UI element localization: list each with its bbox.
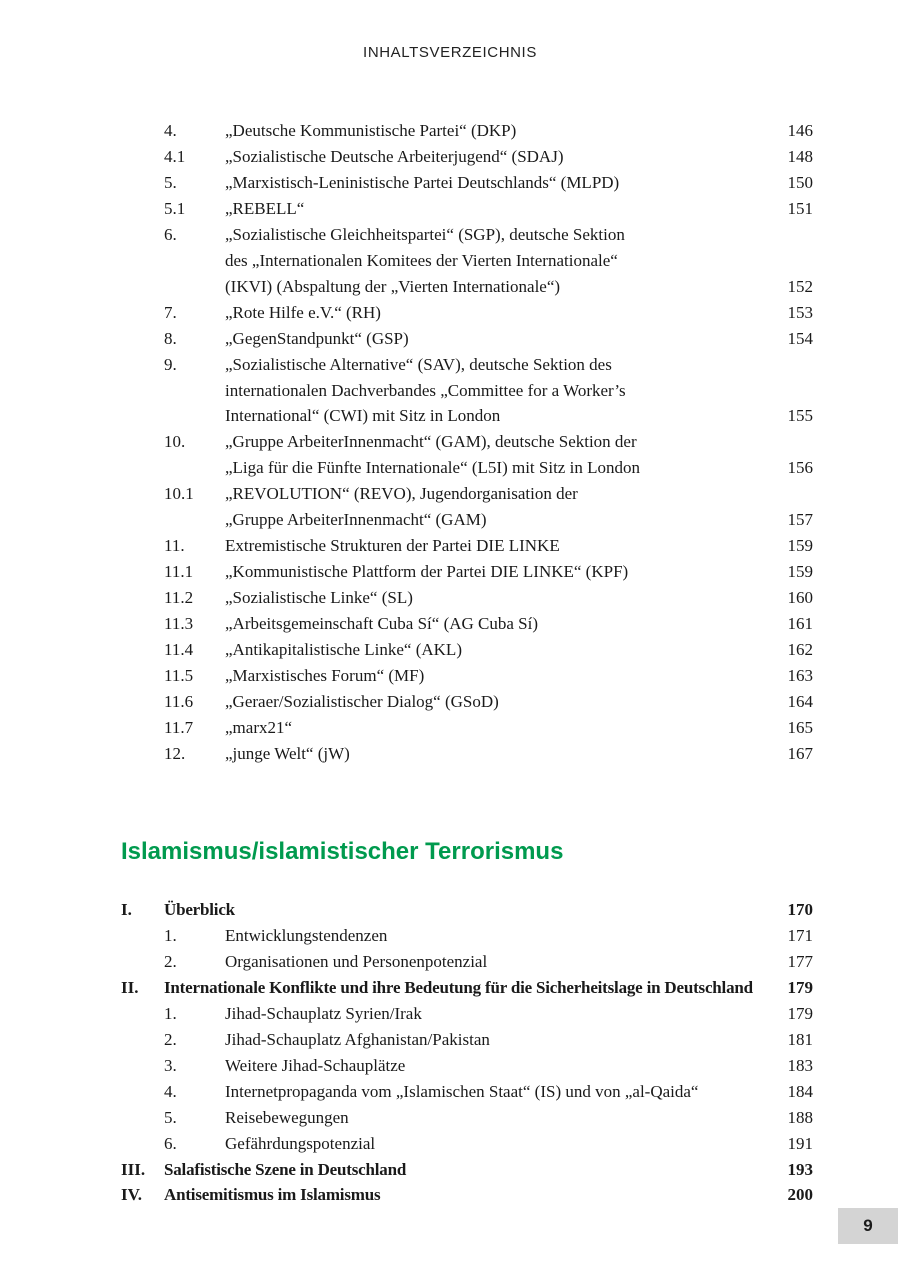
toc-entry-number: 11.5: [164, 665, 194, 685]
toc-entry-page: 161: [787, 614, 813, 634]
toc-entry-number: 7.: [164, 302, 177, 322]
toc-entry-title: „REBELL“: [225, 198, 305, 218]
toc-entry-number: 3.: [164, 1055, 177, 1075]
running-head: INHALTSVERZEICHNIS: [363, 44, 537, 61]
toc-entry-title: Gefährdungspotenzial: [225, 1133, 376, 1153]
toc-entry-page: 165: [787, 717, 813, 737]
toc-entry-title: „Gruppe ArbeiterInnenmacht“ (GAM), deutsche Sektion der: [225, 432, 637, 452]
toc-entry-title: „Rote Hilfe e.V.“ (RH): [225, 302, 381, 322]
toc-entry-title: Reisebewegungen: [225, 1107, 349, 1127]
toc-entry-title: Salafistische Szene in Deutschland: [164, 1159, 407, 1179]
page-number-badge: 9: [838, 1208, 898, 1244]
section-heading: Islamismus/islamistischer Terrorismus: [121, 838, 564, 865]
toc-entry-title: „Antikapitalistische Linke“ (AKL): [225, 640, 462, 659]
toc-entry-page: 183: [787, 1055, 813, 1075]
toc-entry-title: des „Internationalen Komitees der Vierten Internationale“: [225, 250, 618, 270]
toc-entry-number: 10.1: [164, 484, 194, 504]
toc-entry-title: „GegenStandpunkt“ (GSP): [225, 328, 409, 348]
toc-entry-title: „Kommunistische Plattform der Partei DIE LINKE“ (KPF): [225, 562, 629, 582]
toc-entry-page: 191: [787, 1133, 813, 1153]
toc-entry-page: 157: [787, 510, 813, 530]
toc-entry-number: 10.: [164, 432, 186, 452]
toc-entry-title: Internetpropaganda vom „Islamischen Staat“ (IS) und von „al-Qaida“: [225, 1081, 699, 1101]
toc-entry-page: 164: [787, 691, 813, 711]
toc-entry-number: 9.: [164, 354, 177, 374]
toc-entry-page: 179: [787, 977, 813, 997]
toc-entry-title: „junge Welt“ (jW): [225, 743, 350, 763]
toc-entry-page: 177: [787, 951, 813, 971]
toc-entry-page: 184: [787, 1081, 813, 1101]
toc-entry-number: 11.7: [164, 717, 194, 737]
toc-entry-title: Extremistische Strukturen der Partei DIE LINKE: [225, 536, 560, 556]
toc-entry-title: „marx21“: [225, 717, 293, 737]
toc-entry-title: Entwicklungstendenzen: [225, 925, 388, 945]
toc-entry-number: 11.2: [164, 588, 194, 608]
toc-entry-number: 2.: [164, 951, 177, 971]
toc-entry-page: 179: [787, 1003, 813, 1023]
toc-entry-title: „Sozialistische Linke“ (SL): [225, 588, 413, 608]
toc-entry-title: International“ (CWI) mit Sitz in London: [225, 406, 501, 426]
toc-entry-title: Überblick: [164, 900, 235, 919]
toc-entry-title: „Marxistisches Forum“ (MF): [225, 665, 425, 685]
toc-entry-page: 162: [787, 640, 813, 659]
toc-entry-page: 159: [787, 536, 813, 556]
toc-entry-title: internationalen Dachverbandes „Committee for a Worker’s: [225, 380, 626, 400]
toc-entry-title: „REVOLUTION“ (REVO), Jugendorganisation der: [225, 484, 578, 504]
toc-entry-number: 4.: [164, 121, 177, 140]
toc-entry-page: 154: [787, 328, 813, 348]
toc-entry-number: IV.: [121, 1185, 142, 1205]
toc-entry-page: 170: [787, 900, 813, 919]
toc-entry-title: Antisemitismus im Islamismus: [164, 1185, 381, 1205]
toc-entry-number: 5.: [164, 1107, 177, 1127]
toc-entry-title: Organisationen und Personenpotenzial: [225, 951, 488, 971]
toc-entry-page: 153: [787, 302, 813, 322]
toc-entry-title: „Liga für die Fünfte Internationale“ (L5I) mit Sitz in London: [225, 458, 640, 478]
toc-entry-number: 5.: [164, 172, 177, 192]
toc-entry-title: (IKVI) (Abspaltung der „Vierten Internationale“): [225, 276, 561, 296]
toc-entry-title: Jihad-Schauplatz Syrien/Irak: [225, 1003, 422, 1023]
toc-entry-number: 11.: [164, 536, 185, 556]
toc-entry-title: „Arbeitsgemeinschaft Cuba Sí“ (AG Cuba Sí): [225, 614, 539, 634]
toc-entry-number: 11.6: [164, 691, 194, 711]
toc-entry-number: II.: [121, 977, 139, 997]
toc-entry-page: 200: [787, 1185, 813, 1205]
toc-entry-title: Jihad-Schauplatz Afghanistan/Pakistan: [225, 1029, 490, 1049]
toc-entry-page: 156: [787, 458, 813, 478]
toc-entry-page: 151: [787, 198, 813, 218]
toc-entry-title: „Sozialistische Alternative“ (SAV), deutsche Sektion des: [225, 354, 612, 374]
toc-entry-page: 148: [787, 146, 813, 166]
toc-entry-number: 8.: [164, 328, 177, 348]
toc-entry-number: 12.: [164, 743, 186, 763]
toc-entry-number: I.: [121, 900, 132, 919]
toc-entry-page: 159: [787, 562, 813, 582]
toc-entry-number: 11.1: [164, 562, 194, 582]
toc-entry-page: 150: [787, 172, 813, 192]
toc-entry-page: 155: [787, 406, 813, 426]
toc-entry-number: 1.: [164, 1003, 177, 1023]
toc-entry-title: „Sozialistische Gleichheitspartei“ (SGP), deutsche Sektion: [225, 224, 625, 244]
toc-entry-page: 193: [787, 1159, 813, 1179]
toc-entry-number: 4.: [164, 1081, 177, 1101]
toc-entry-number: 4.1: [164, 146, 186, 166]
toc-entry-page: 163: [787, 665, 813, 685]
toc-entry-title: Weitere Jihad-Schauplätze: [225, 1055, 406, 1075]
toc-entry-title: „Gruppe ArbeiterInnenmacht“ (GAM): [225, 510, 487, 530]
toc-entry-page: 167: [787, 743, 813, 763]
toc-entry-number: 11.4: [164, 640, 194, 659]
toc-entry-number: 2.: [164, 1029, 177, 1049]
toc-entry-number: 6.: [164, 1133, 177, 1153]
toc-entry-title: „Sozialistische Deutsche Arbeiterjugend“ (SDAJ): [225, 146, 564, 166]
toc-entry-title: Internationale Konflikte und ihre Bedeutung für die Sicherheitslage in Deutschland: [164, 977, 753, 997]
toc-entry-page: 188: [787, 1107, 813, 1127]
toc-entry-page: 160: [787, 588, 813, 608]
toc-entry-number: 11.3: [164, 614, 194, 634]
toc-entry-page: 171: [787, 925, 813, 945]
toc-entry-number: 5.1: [164, 198, 186, 218]
toc-entry-title: „Geraer/Sozialistischer Dialog“ (GSoD): [225, 691, 499, 711]
toc-entry-number: III.: [121, 1159, 146, 1179]
toc-entry-number: 6.: [164, 224, 177, 244]
toc-entry-number: 1.: [164, 925, 177, 945]
toc-entry-title: „Deutsche Kommunistische Partei“ (DKP): [225, 121, 517, 140]
toc-entry-page: 181: [787, 1029, 813, 1049]
toc-entry-title: „Marxistisch-Leninistische Partei Deutschlands“ (MLPD): [225, 172, 620, 192]
toc-entry-page: 146: [787, 121, 813, 140]
toc-entry-page: 152: [787, 276, 813, 296]
